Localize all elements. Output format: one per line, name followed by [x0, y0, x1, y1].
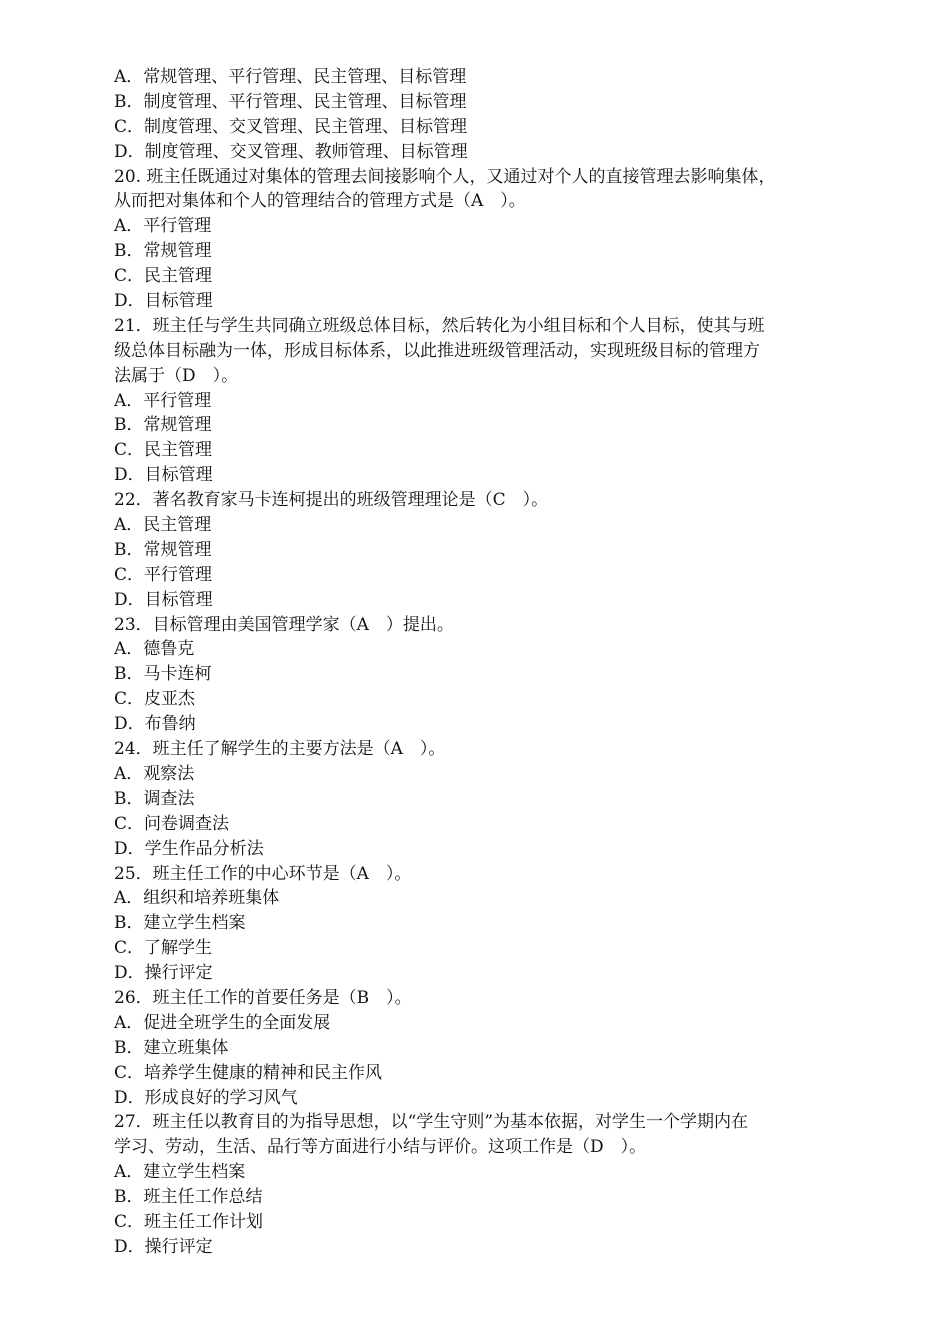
- option-d: D．目标管理: [114, 589, 213, 610]
- option-c: C．民主管理: [114, 440, 213, 461]
- option-c: C．问卷调查法: [114, 813, 230, 834]
- option-b: B．马卡连柯: [114, 664, 212, 685]
- option-b: B．调查法: [114, 788, 195, 809]
- option-b: B．常规管理: [114, 539, 212, 560]
- question-26: [114, 986, 838, 1110]
- continued-options: [114, 65, 838, 165]
- option-d: D．形成良好的学习风气: [114, 1087, 298, 1108]
- option-c: C．班主任工作计划: [114, 1211, 264, 1232]
- option-c: C．了解学生: [114, 938, 213, 959]
- stem-line: 26．班主任工作的首要任务是（B ）。: [114, 987, 412, 1008]
- question-stem: [114, 314, 838, 389]
- option-a: A．组织和培养班集体: [114, 888, 280, 909]
- option-b: B．建立班集体: [114, 1037, 229, 1058]
- stem-line: 21．班主任与学生共同确立班级总体目标，然后转化为小组目标和个人目标，使其与班: [114, 315, 765, 336]
- option-a: A．民主管理: [114, 515, 212, 536]
- question-20: [114, 165, 838, 314]
- question-25: [114, 862, 838, 986]
- option-line: B．制度管理、平行管理、民主管理、目标管理: [114, 91, 467, 112]
- stem-line: 级总体目标融为一体，形成目标体系，以此推进班级管理活动，实现班级目标的管理方: [114, 340, 760, 361]
- option-a: A．建立学生档案: [114, 1162, 246, 1183]
- option-b: B．常规管理: [114, 241, 212, 262]
- stem-line: 23．目标管理由美国管理学家（A ）提出。: [114, 614, 454, 635]
- stem-line: 22．著名教育家马卡连柯提出的班级管理理论是（C ）。: [114, 490, 549, 511]
- stem-line: 学习、劳动，生活、品行等方面进行小结与评价。这项工作是（D ）。: [114, 1137, 647, 1158]
- option-b: B．班主任工作总结: [114, 1187, 263, 1208]
- stem-line: 法属于（D ）。: [114, 365, 239, 386]
- stem-line: 20. 班主任既通过对集体的管理去间接影响个人，又通过对个人的直接管理去影响集体，: [114, 166, 776, 187]
- stem-line: 25．班主任工作的中心环节是（A ）。: [114, 863, 412, 884]
- question-21: [114, 314, 838, 488]
- question-stem: [114, 613, 838, 638]
- question-stem: [114, 986, 838, 1011]
- stem-line: 从而把对集体和个人的管理结合的管理方式是（A ）。: [114, 191, 526, 212]
- option-d: D．目标管理: [114, 291, 213, 312]
- option-c: C．皮亚杰: [114, 689, 196, 710]
- option-a: A．促进全班学生的全面发展: [114, 1012, 331, 1033]
- option-c: C．民主管理: [114, 266, 213, 287]
- option-b: B．建立学生档案: [114, 913, 246, 934]
- question-23: [114, 613, 838, 737]
- stem-line: 27．班主任以教育目的为指导思想，以“学生守则”为基本依据，对学生一个学期内在: [114, 1112, 749, 1133]
- option-line: D．制度管理、交叉管理、教师管理、目标管理: [114, 141, 468, 162]
- question-stem: [114, 165, 838, 215]
- option-b: B．常规管理: [114, 415, 212, 436]
- option-d: D．布鲁纳: [114, 714, 196, 735]
- question-22: [114, 488, 838, 612]
- question-27: [114, 1110, 838, 1259]
- option-c: C．平行管理: [114, 564, 213, 585]
- option-a: A．平行管理: [114, 390, 212, 411]
- option-line: C．制度管理、交叉管理、民主管理、目标管理: [114, 116, 468, 137]
- option-c: C．培养学生健康的精神和民主作风: [114, 1062, 383, 1083]
- document-page: [114, 65, 838, 1260]
- option-d: D．目标管理: [114, 465, 213, 486]
- option-d: D．操行评定: [114, 963, 213, 984]
- question-stem: [114, 862, 838, 887]
- question-stem: [114, 488, 838, 513]
- option-a: A．观察法: [114, 763, 195, 784]
- option-a: A．平行管理: [114, 216, 212, 237]
- option-d: D．操行评定: [114, 1236, 213, 1257]
- option-a: A．德鲁克: [114, 639, 195, 660]
- question-stem: [114, 737, 838, 762]
- question-24: [114, 737, 838, 861]
- option-d: D．学生作品分析法: [114, 838, 264, 859]
- option-line: A．常规管理、平行管理、民主管理、目标管理: [114, 67, 467, 87]
- stem-line: 24．班主任了解学生的主要方法是（A ）。: [114, 739, 446, 760]
- question-stem: [114, 1110, 838, 1160]
